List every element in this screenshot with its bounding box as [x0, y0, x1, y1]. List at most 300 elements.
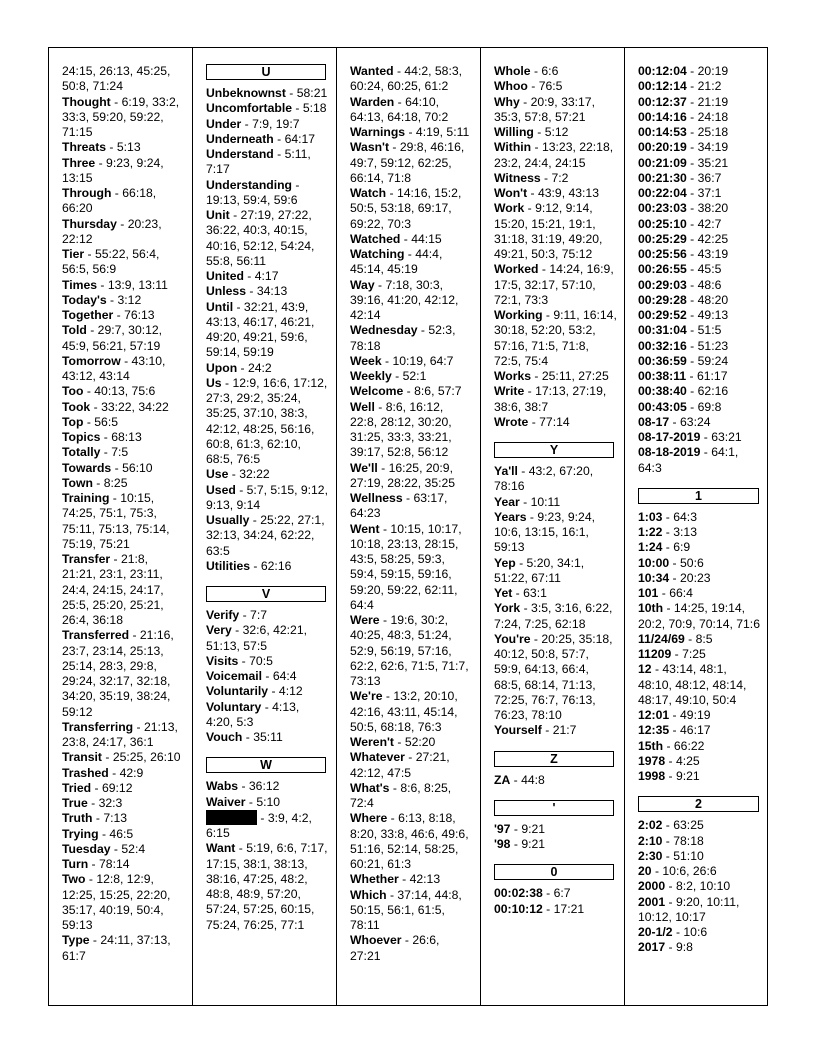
index-term: Weren't	[350, 735, 394, 749]
index-term: 20	[638, 864, 652, 878]
index-term: 00:32:16	[638, 338, 687, 353]
index-term: Yet	[494, 586, 513, 600]
index-term: 00:38:40	[638, 384, 687, 399]
index-entry: Understand - 5:11, 7:17	[206, 147, 311, 177]
page-line-refs: 42:9	[119, 765, 144, 780]
index-term: Whoo	[494, 79, 528, 94]
index-term: Top	[62, 414, 84, 429]
page-line-refs: 32:21, 43:9, 43:13, 46:17, 46:21, 49:20, 49:21, 59:6, 59:14, 59:19	[206, 299, 315, 360]
index-entry: Tier - 55:22, 56:4, 56:5, 56:9	[62, 247, 160, 277]
index-entry: Years - 9:23, 9:24, 10:6, 13:15, 16:1, 59:13	[494, 509, 595, 555]
index-entry: 00:22:04 - 37:1	[638, 186, 722, 200]
page-line-refs: 20:19	[697, 64, 729, 78]
index-entry: Wanted - 44:2, 58:3, 60:24, 60:25, 61:2	[350, 64, 463, 94]
index-entry: Well - 8:6, 16:12, 22:8, 28:12, 30:20, 31:25, 33:3, 33:21, 39:17, 52:8, 56:12	[350, 399, 452, 460]
index-entry: Trashed - 42:9	[62, 765, 144, 780]
index-entry: Warnings - 4:19, 5:11	[350, 125, 470, 139]
index-term: 00:25:56	[638, 247, 687, 261]
index-entry: 00:14:53 - 25:18	[638, 125, 729, 139]
page-line-refs: 20:25, 35:18, 40:12, 50:8, 57:7, 59:9, 64:13, 66:4, 68:5, 68:14, 71:13, 72:25, 76:7, 76:13, 76:23, 78:10	[494, 631, 613, 722]
page-line-refs: 45:5	[697, 262, 722, 277]
index-entry: Towards - 56:10	[62, 460, 153, 475]
index-term: 00:10:12	[494, 901, 543, 916]
page-line-refs: 34:19	[697, 140, 729, 155]
index-term: Watched	[350, 231, 401, 246]
section-header: 0	[494, 864, 614, 880]
index-term: Write	[494, 384, 525, 399]
page-line-refs: 56:5	[94, 414, 119, 429]
index-entry: Whether - 42:13	[350, 872, 441, 887]
page-line-refs: 37:14, 44:8, 50:15, 56:1, 61:5, 78:11	[350, 887, 462, 932]
page-line-refs: 78:18	[673, 833, 704, 848]
index-entry: Thought - 6:19, 33:2, 33:3, 59:20, 59:22, 71:15	[62, 94, 180, 139]
index-entry: Working - 9:11, 16:14, 30:18, 52:20, 53:2, 57:16, 71:5, 71:8, 72:5, 75:4	[494, 308, 617, 368]
page-line-refs: 21:13, 23:8, 24:17, 36:1	[62, 719, 178, 749]
index-page-frame	[48, 47, 768, 1006]
page-line-refs: 43:19	[697, 247, 729, 261]
index-entry	[62, 64, 185, 95]
index-entry: Wednesday - 52:3, 78:18	[350, 323, 456, 353]
index-term: Wednesday	[350, 323, 418, 338]
index-entry: 12:01 - 49:19	[638, 708, 711, 722]
index-entry: Visits - 70:5	[206, 653, 273, 668]
index-term: 00:26:55	[638, 262, 687, 277]
page-line-refs: 4:19, 5:11	[415, 125, 470, 139]
index-entry: Upon - 24:2	[206, 360, 272, 375]
page-line-refs: 36:7	[697, 170, 722, 185]
index-entry: Why - 20:9, 33:17, 35:3, 57:8, 57:21	[494, 94, 595, 124]
page-line-refs: 5:10	[256, 794, 281, 809]
index-entry: 10th - 14:25, 19:14, 20:2, 70:9, 70:14, 71:6	[638, 601, 760, 631]
page-line-refs: 52:4	[121, 841, 146, 856]
index-entry: Tomorrow - 43:10, 43:12, 43:14	[62, 353, 166, 383]
index-term: Truth	[62, 811, 93, 826]
page-line-refs: 8:6, 16:12, 22:8, 28:12, 30:20, 31:25, 33:3, 33:21, 39:17, 52:8, 56:12	[350, 399, 452, 460]
page-line-refs: 9:21	[675, 769, 700, 783]
index-entry: Usually - 25:22, 27:1, 32:13, 34:24, 62:22, 63:5	[206, 513, 325, 558]
index-term: Wrote	[494, 414, 529, 429]
index-entry: Totally - 7:5	[62, 445, 129, 460]
index-entry: Witness - 7:2	[494, 170, 569, 185]
page-line-refs: 25:18	[697, 125, 729, 139]
index-term: Work	[494, 201, 525, 216]
page-line-refs: 6:13, 8:18, 8:20, 33:8, 46:6, 49:6, 51:16, 52:14, 58:25, 60:21, 61:3	[350, 811, 469, 871]
index-term: Tuesday	[62, 841, 111, 856]
page-line-refs: 7:2	[551, 170, 569, 185]
page-line-refs: 44:8	[521, 772, 545, 787]
page-line-refs: 51:10	[673, 848, 704, 863]
page-line-refs: 29:7, 30:12, 45:9, 56:21, 57:19	[62, 323, 163, 353]
index-entry: 08-18-2019 - 64:1, 64:3	[638, 445, 739, 475]
page-line-refs: 21:19	[697, 94, 729, 109]
index-term: Way	[350, 277, 375, 292]
index-entry: 08-17-2019 - 63:21	[638, 430, 742, 444]
page-line-refs: 7:5	[111, 445, 129, 460]
index-entry: Vouch - 35:11	[206, 730, 283, 744]
index-term: 00:25:29	[638, 231, 687, 246]
page-line-refs: 4:13, 4:20, 5:3	[206, 699, 300, 729]
index-term: We're	[350, 689, 383, 704]
index-term: Works	[494, 369, 532, 383]
index-entry: - 3:9, 4:2, 6:15	[206, 810, 312, 840]
index-term: Training	[62, 491, 110, 505]
index-term: 00:12:37	[638, 94, 687, 109]
page-line-refs: 29:8, 46:16, 49:7, 59:12, 62:25, 66:14, 71:8	[350, 140, 465, 185]
page-line-refs: 63:17, 64:23	[350, 491, 448, 521]
section-header: Y	[494, 442, 614, 458]
index-entry: Whole - 6:6	[494, 64, 559, 78]
index-term: 11209	[638, 647, 672, 661]
page-line-refs: 10:15, 10:17, 10:18, 23:13, 28:15, 43:5, 58:25, 59:3, 59:4, 59:15, 59:16, 59:20, 59:22, 62:11, 64:4	[350, 521, 462, 612]
index-term: Wabs	[206, 779, 239, 794]
index-entry: 00:29:03 - 48:6	[638, 277, 722, 292]
page-line-refs: 9:20, 10:11, 10:12, 10:17	[638, 894, 740, 924]
index-entry: Two - 12:8, 12:9, 12:25, 15:25, 22:20, 35:17, 40:19, 50:4, 59:13	[62, 872, 171, 932]
index-term: York	[494, 601, 521, 616]
index-term: 1:03	[638, 509, 663, 524]
index-entry: 10:34 - 20:23	[638, 570, 711, 585]
index-term: Within	[494, 140, 532, 155]
index-entry: 1:24 - 6:9	[638, 540, 691, 555]
index-term: 00:43:05	[638, 399, 687, 414]
index-term: Upon	[206, 360, 238, 375]
index-term: 10th	[638, 601, 664, 616]
index-term: 08-17	[638, 414, 670, 429]
page-line-refs: 76:13	[124, 308, 155, 322]
page-line-refs: 5:13	[116, 140, 141, 155]
index-entry: 00:38:11 - 61:17	[638, 369, 728, 383]
index-entry: Wabs - 36:12	[206, 779, 280, 794]
index-term: Times	[62, 277, 98, 292]
section-header: U	[206, 64, 326, 80]
page-line-refs: 8:6, 57:7	[414, 384, 462, 399]
index-term: Tomorrow	[62, 353, 121, 368]
page-line-refs: 44:4, 45:14, 45:19	[350, 247, 443, 277]
index-entry: Won't - 43:9, 43:13	[494, 186, 599, 200]
index-term: Watching	[350, 247, 405, 261]
index-entry: 00:29:28 - 48:20	[638, 292, 729, 307]
index-entry: 11209 - 7:25	[638, 647, 706, 661]
index-entry: Voicemail - 64:4	[206, 669, 297, 683]
index-entry: Unbeknownst - 58:21	[206, 86, 328, 100]
index-term: 1998	[638, 769, 666, 783]
index-entry: Year - 10:11	[494, 494, 561, 509]
index-term: 12	[638, 662, 652, 677]
index-entry: Where - 6:13, 8:18, 8:20, 33:8, 46:6, 49:6, 51:16, 52:14, 58:25, 60:21, 61:3	[350, 811, 469, 871]
page-line-refs: 9:11, 16:14, 30:18, 52:20, 53:2, 57:16, 71:5, 71:8, 72:5, 75:4	[494, 308, 617, 368]
index-entry: 00:25:56 - 43:19	[638, 247, 729, 261]
index-entry: 2:02 - 63:25	[638, 818, 704, 833]
page-line-refs: 32:3	[98, 796, 123, 810]
page-line-refs: 5:18	[302, 101, 327, 116]
index-entry: 1978 - 4:25	[638, 753, 700, 768]
page-line-refs: 8:2, 10:10	[675, 879, 731, 894]
index-term: 1978	[638, 753, 666, 768]
index-entry: Turn - 78:14	[62, 857, 130, 871]
index-entry: 00:12:04 - 20:19	[638, 64, 729, 78]
index-entry: Want - 5:19, 6:6, 7:17, 17:15, 38:1, 38:13, 38:16, 47:25, 48:2, 48:8, 48:9, 57:20, 57:24, 57:25, 60:15, 75:24, 76:25, 77:1	[206, 841, 328, 932]
index-entry: Whoever - 26:6, 27:21	[350, 933, 440, 963]
section-header: 1	[638, 488, 759, 504]
index-term: Which	[350, 887, 387, 902]
index-term: 2:30	[638, 848, 663, 863]
index-term: Went	[350, 521, 380, 536]
page-line-refs: 52:1	[402, 369, 427, 383]
page-line-refs: 5:19, 6:6, 7:17, 17:15, 38:1, 38:13, 38:16, 47:25, 48:2, 48:8, 48:9, 57:20, 57:24, 57:25, 60:15, 75:24, 76:25, 77:1	[206, 841, 328, 932]
index-entry: Watch - 14:16, 15:2, 50:5, 53:18, 69:17, 69:22, 70:3	[350, 186, 462, 231]
index-entry: 00:10:12 - 17:21	[494, 901, 585, 916]
index-term: You're	[494, 631, 531, 646]
page-line-refs: 8:5	[695, 631, 713, 646]
index-term: Topics	[62, 430, 101, 444]
index-entry: 00:14:16 - 24:18	[638, 109, 729, 124]
index-term: Turn	[62, 857, 89, 871]
index-column-5	[625, 48, 769, 1005]
index-entry: ZA - 44:8	[494, 772, 545, 787]
index-entry: Used - 5:7, 5:15, 9:12, 9:13, 9:14	[206, 482, 328, 512]
index-term: 12:35	[638, 723, 670, 738]
index-term: 101	[638, 586, 659, 600]
index-entry: Yourself - 21:7	[494, 723, 577, 738]
page-line-refs: 25:25, 26:10	[112, 750, 181, 765]
page-line-refs: 5:12	[544, 125, 569, 139]
page-line-refs: 12:9, 16:6, 17:12, 27:3, 29:2, 35:24, 35:25, 37:10, 38:3, 42:12, 48:25, 56:16, 60:8, 61:3, 62:10, 68:5, 76:5	[206, 375, 328, 466]
index-term: 15th	[638, 738, 664, 753]
index-term: Until	[206, 299, 234, 314]
page-line-refs: 24:15, 26:13, 45:25, 50:8, 71:24	[62, 64, 171, 94]
page-line-refs: 27:19, 27:22, 36:22, 40:3, 40:15, 40:16, 52:12, 54:24, 55:8, 56:11	[206, 208, 315, 268]
index-entry: Works - 25:11, 27:25	[494, 369, 609, 383]
page-line-refs: 7:13	[103, 811, 128, 826]
page-line-refs: 42:13	[409, 872, 441, 887]
index-term: Underneath	[206, 131, 274, 146]
index-term: 00:14:16	[638, 109, 687, 124]
page-line-refs: 68:13	[111, 430, 142, 444]
index-entry: Transferred - 21:16, 23:7, 23:14, 25:13, 25:14, 28:3, 29:8, 29:24, 32:17, 32:18, 34:20, 35:19, 38:24, 59:12	[62, 628, 174, 719]
index-term: Use	[206, 467, 229, 482]
page-line-refs: 24:2	[247, 360, 272, 375]
index-term: 20-1/2	[638, 925, 673, 939]
index-entry: Trying - 46:5	[62, 826, 134, 841]
index-entry: Three - 9:23, 9:24, 13:15	[62, 155, 164, 185]
page-line-refs: 12:8, 12:9, 12:25, 15:25, 22:20, 35:17, 40:19, 50:4, 59:13	[62, 872, 171, 932]
index-entry: Topics - 68:13	[62, 430, 142, 444]
index-term: Today's	[62, 292, 107, 307]
page-line-refs: 17:21	[553, 901, 585, 916]
page-line-refs: 64:4	[272, 669, 297, 683]
index-entry: Way - 7:18, 30:3, 39:16, 41:20, 42:12, 42:14	[350, 277, 459, 322]
index-term: Under	[206, 116, 242, 131]
page-line-refs: 64:10, 64:13, 64:18, 70:2	[350, 94, 449, 124]
index-entry: Waiver - 5:10	[206, 794, 281, 809]
index-entry: 00:32:16 - 51:23	[638, 338, 729, 353]
index-term: Transit	[62, 750, 102, 765]
page-line-refs: 51:5	[697, 323, 722, 338]
index-term: 10:00	[638, 555, 670, 570]
index-term: Wasn't	[350, 140, 390, 155]
page-line-refs: 6:7	[553, 886, 571, 901]
page-line-refs: 49:13	[697, 308, 729, 322]
page-line-refs: 63:1	[523, 586, 547, 600]
index-term: United	[206, 269, 244, 283]
index-term: Voluntary	[206, 699, 262, 714]
index-entry: Understanding - 19:13, 59:4, 59:6	[206, 177, 300, 207]
index-entry: Too - 40:13, 75:6	[62, 384, 156, 399]
index-term: Welcome	[350, 384, 404, 399]
index-term: 00:14:53	[638, 125, 687, 139]
index-term: 00:36:59	[638, 353, 687, 368]
index-entry: 101 - 66:4	[638, 586, 693, 600]
page-line-refs: 55:22, 56:4, 56:5, 56:9	[62, 247, 160, 277]
index-entry: Transferring - 21:13, 23:8, 24:17, 36:1	[62, 719, 178, 749]
index-entry: York - 3:5, 3:16, 6:22, 7:24, 7:25, 62:18	[494, 601, 613, 631]
page-line-refs: 21:8, 21:21, 23:1, 23:11, 24:4, 24:15, 24:17, 25:5, 25:20, 25:21, 26:4, 36:18	[62, 552, 164, 627]
index-entry: 12 - 43:14, 48:1, 48:10, 48:12, 48:14, 48:17, 49:10, 50:4	[638, 662, 747, 707]
index-entry: Together - 76:13	[62, 308, 155, 322]
index-entry: Which - 37:14, 44:8, 50:15, 56:1, 61:5, 78:11	[350, 887, 462, 932]
index-term: True	[62, 796, 88, 810]
index-entry: 00:20:19 - 34:19	[638, 140, 729, 155]
index-term: Warden	[350, 94, 395, 109]
index-term: Waiver	[206, 794, 246, 809]
page-line-refs: 14:25, 19:14, 20:2, 70:9, 70:14, 71:6	[638, 601, 760, 631]
page-line-refs: 51:23	[697, 338, 729, 353]
section-header: Z	[494, 751, 614, 767]
index-term: 00:02:38	[494, 886, 543, 901]
index-entry: 00:23:03 - 38:20	[638, 201, 729, 216]
index-term: Voluntarily	[206, 684, 269, 699]
page-line-refs: 16:25, 20:9, 27:19, 28:22, 35:25	[350, 460, 456, 490]
index-term: Yep	[494, 555, 516, 570]
page-line-refs: 10:6, 26:6	[662, 864, 717, 878]
index-term: Trying	[62, 826, 99, 841]
index-term: Town	[62, 475, 93, 490]
index-term: Whoever	[350, 933, 402, 948]
index-term: Transfer	[62, 552, 111, 566]
index-entry: Weren't - 52:20	[350, 735, 436, 749]
page-line-refs: 58:21	[296, 86, 328, 100]
index-entry: 2000 - 8:2, 10:10	[638, 879, 731, 894]
index-column-2	[193, 48, 337, 1005]
index-entry: Town - 8:25	[62, 475, 128, 490]
index-entry: Were - 19:6, 30:2, 40:25, 48:3, 51:24, 52:9, 56:19, 57:16, 62:2, 62:6, 71:5, 71:7, 73:13	[350, 613, 469, 688]
page-line-refs: 78:14	[99, 857, 130, 871]
page-line-refs: 20:23, 22:12	[62, 216, 162, 246]
page-line-refs: 63:21	[711, 430, 742, 444]
index-entry: 08-17 - 63:24	[638, 414, 711, 429]
page-line-refs: 3:9, 4:2, 6:15	[206, 810, 312, 840]
index-term: Where	[350, 811, 388, 826]
index-term: 00:12:14	[638, 79, 687, 94]
page-line-refs: 44:2, 58:3, 60:24, 60:25, 61:2	[350, 64, 463, 94]
index-column-3	[337, 48, 481, 1005]
page-line-refs: 9:8	[675, 940, 693, 955]
index-entry: 2017 - 9:8	[638, 940, 693, 955]
index-term: Whether	[350, 872, 399, 887]
page-line-refs: 24:11, 37:13, 61:7	[62, 933, 171, 963]
page-line-refs: 21:7	[552, 723, 577, 738]
page-line-refs: 44:15	[411, 231, 442, 246]
page-line-refs: 49:19	[680, 708, 711, 722]
index-entry: Yep - 5:20, 34:1, 51:22, 67:11	[494, 555, 585, 585]
index-entry: Wellness - 63:17, 64:23	[350, 491, 448, 521]
page-line-refs: 50:6	[680, 555, 704, 570]
index-term: 08-17-2019	[638, 430, 701, 444]
page-line-refs: 66:18, 66:20	[62, 186, 157, 216]
page-line-refs: 48:6	[697, 277, 722, 292]
index-term: 00:29:28	[638, 292, 687, 307]
page-line-refs: 9:21	[521, 837, 546, 851]
page-line-refs: 19:6, 30:2, 40:25, 48:3, 51:24, 52:9, 56:19, 57:16, 62:2, 62:6, 71:5, 71:7, 73:13	[350, 613, 469, 688]
page-line-refs: 66:4	[669, 586, 693, 600]
index-entry: 00:29:52 - 49:13	[638, 308, 729, 322]
index-entry: 11/24/69 - 8:5	[638, 631, 713, 646]
index-term: Threats	[62, 140, 107, 155]
index-entry: 1:22 - 3:13	[638, 525, 697, 539]
index-term: Understanding	[206, 177, 292, 192]
index-term: 00:21:09	[638, 155, 687, 170]
index-entry: Underneath - 64:17	[206, 131, 316, 146]
page-line-refs: 7:18, 30:3, 39:16, 41:20, 42:12, 42:14	[350, 277, 459, 322]
index-term: ZA	[494, 772, 511, 787]
page-line-refs: 10:19, 64:7	[392, 353, 454, 368]
index-entry: 12:35 - 46:17	[638, 723, 711, 738]
index-entry: United - 4:17	[206, 269, 279, 283]
index-term: 2001	[638, 894, 666, 909]
page-line-refs: 46:5	[109, 826, 134, 841]
page-line-refs: 3:13	[673, 525, 697, 539]
page-line-refs: 14:24, 16:9, 17:5, 32:17, 57:10, 72:1, 73:3	[494, 262, 614, 307]
index-term: 12:01	[638, 708, 670, 722]
page-line-refs: 3:5, 3:16, 6:22, 7:24, 7:25, 62:18	[494, 601, 613, 631]
index-term: Uncomfortable	[206, 101, 292, 116]
index-entry: 1998 - 9:21	[638, 769, 700, 783]
index-entry: Transfer - 21:8, 21:21, 23:1, 23:11, 24:4, 24:15, 24:17, 25:5, 25:20, 25:21, 26:4, 36:18	[62, 552, 164, 627]
index-entry: Week - 10:19, 64:7	[350, 353, 454, 368]
index-entry: 00:12:14 - 21:2	[638, 79, 722, 94]
index-entry: Utilities - 62:16	[206, 558, 292, 573]
index-entry: Times - 13:9, 13:11	[62, 277, 168, 292]
index-term: Type	[62, 933, 90, 948]
page-line-refs: 5:11, 7:17	[206, 147, 311, 177]
page-line-refs: 43:2, 67:20, 78:16	[494, 464, 594, 494]
index-term: Want	[206, 841, 236, 856]
page-line-refs: 38:20	[697, 201, 729, 216]
page-line-refs: 48:20	[697, 292, 729, 307]
index-column-4	[481, 48, 625, 1005]
index-term: Understand	[206, 147, 274, 161]
page-line-refs: 32:22	[239, 467, 270, 482]
index-term: Utilities	[206, 558, 251, 573]
index-entry: True - 32:3	[62, 796, 123, 810]
page-line-refs: 70:5	[249, 653, 273, 668]
page-line-refs: 7:25	[682, 647, 706, 661]
index-entry: Under - 7:9, 19:7	[206, 116, 300, 131]
index-entry: 00:21:30 - 36:7	[638, 170, 722, 185]
page-line-refs: 13:23, 22:18, 23:2, 24:4, 24:15	[494, 140, 614, 170]
index-term: 00:12:04	[638, 64, 687, 78]
index-entry: '98 - 9:21	[494, 837, 546, 851]
index-term: Were	[350, 613, 380, 627]
index-term: Us	[206, 375, 222, 390]
index-term: 00:25:10	[638, 216, 687, 231]
page-line-refs: 7:9, 19:7	[252, 116, 300, 131]
index-term: Unit	[206, 208, 230, 222]
index-term: Very	[206, 623, 232, 638]
page-line-refs: 35:11	[253, 730, 283, 744]
index-term: Unless	[206, 284, 246, 299]
index-entry: 00:43:05 - 69:8	[638, 399, 722, 414]
